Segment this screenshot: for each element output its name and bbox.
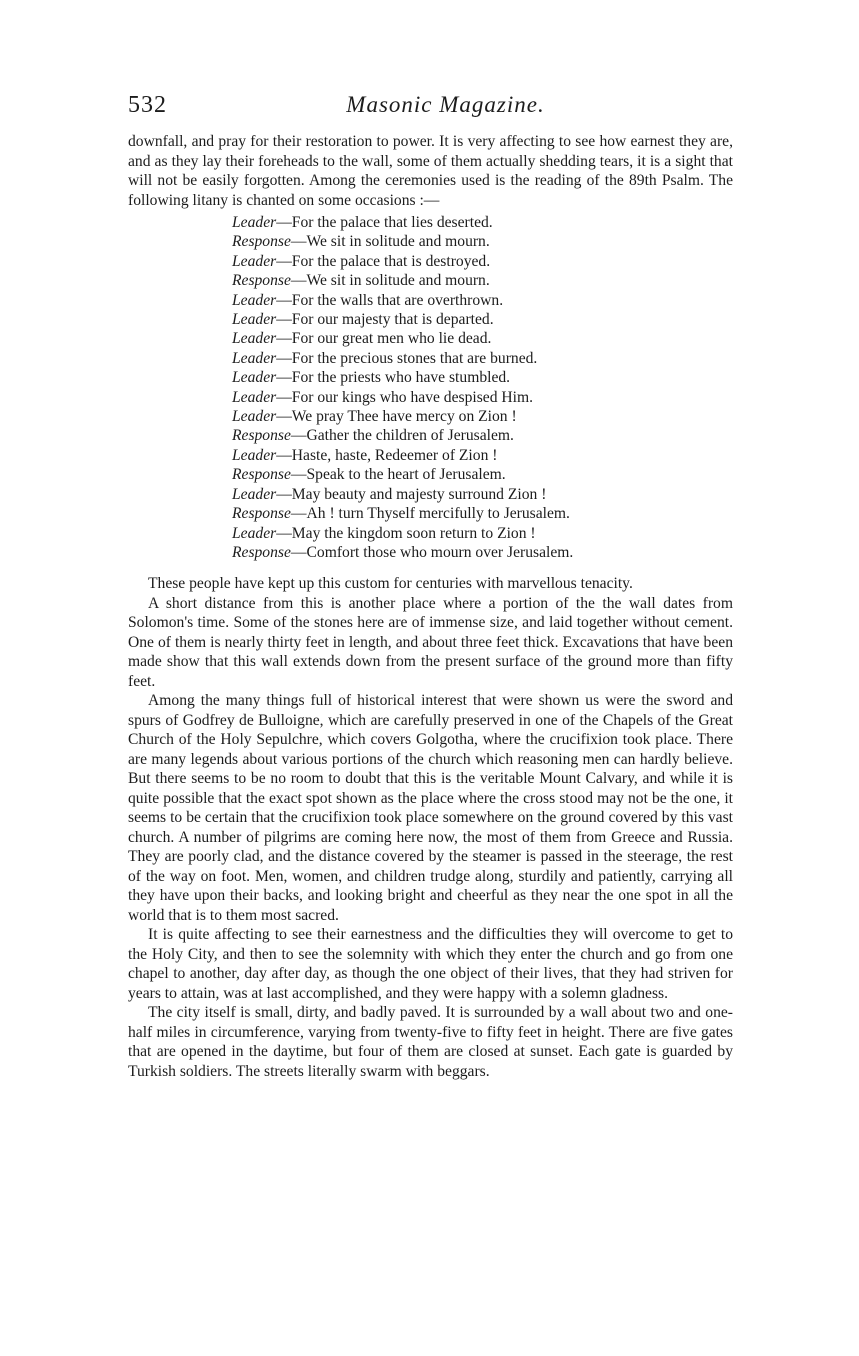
litany-line	[232, 349, 733, 368]
litany-text: —We sit in solitude and mourn.	[290, 272, 490, 290]
litany-speaker: Leader	[232, 388, 277, 406]
litany-speaker: Response	[232, 466, 291, 484]
litany-line	[232, 213, 733, 232]
body-paragraph-tenacity: These people have kept up this custom for centuries with marvellous tenacity.	[148, 575, 633, 593]
litany-speaker: Response	[232, 505, 291, 523]
litany-speaker: Leader	[232, 252, 277, 270]
litany-speaker: Leader	[232, 446, 277, 464]
intro-paragraph: downfall, and pray for their restoration to power. It is very affecting to see how earnest they are, and as they lay their foreheads to the wall, some of them actually shedding tears, it is a sight that will not be easily forgotten. Among the ceremonies used is the reading of the 89th Psalm. The following litany is chanted on some occasions :—	[128, 133, 733, 209]
litany-speaker: Response	[232, 427, 291, 445]
litany-line	[232, 310, 733, 329]
litany-speaker: Leader	[232, 330, 277, 348]
litany-text: —Comfort those who mourn over Jerusalem.	[290, 543, 574, 561]
litany-text: —For the palace that is destroyed.	[276, 252, 491, 270]
litany-text: —For our great men who lie dead.	[276, 330, 492, 348]
litany-line	[232, 252, 733, 271]
litany-speaker: Leader	[232, 524, 277, 542]
litany-text: —May beauty and majesty surround Zion !	[276, 485, 547, 503]
litany-speaker: Leader	[232, 408, 277, 426]
litany-speaker: Response	[232, 233, 291, 251]
litany-text: —We pray Thee have mercy on Zion !	[276, 408, 517, 426]
litany-speaker: Leader	[232, 214, 277, 231]
litany-line	[232, 504, 733, 523]
magazine-page	[128, 92, 733, 1081]
body-paragraph-sepulchre: Among the many things full of historical interest that were shown us were the sword and spurs of Godfrey de Bulloigne, which are carefully preserved in one of the Chapels of the Great Church of the Holy Sepulchre, which covers Golgotha, where the crucifixion took place. There are many legends about various portions of the church which reasoning men can hardly believe. But there seems to be no room to doubt that this is the veritable Mount Calvary, and while it is quite possible that the exact spot shown as the place where the cross stood may not be the one, it seems to be certain that the crucifixion took place somewhere on the ground covered by this vast church. A number of pilgrims are coming here now, the most of them from Greece and Russia. They are poorly clad, and the distance covered by the steamer is passed in the steerage, the rest of the way on foot. Men, women, and children trudge along, sturdily and patiently, carrying all they have upon their backs, and looking bright and cheerful as they near the one spot in all the world that is to them most sacred.	[128, 692, 733, 924]
litany-text: —Ah ! turn Thyself mercifully to Jerusalem.	[290, 505, 570, 523]
litany-text: —Haste, haste, Redeemer of Zion !	[276, 446, 498, 464]
litany-text: —Speak to the heart of Jerusalem.	[290, 466, 506, 484]
litany-line	[232, 271, 733, 290]
litany-text: —For the palace that lies deserted.	[276, 214, 493, 231]
litany-line	[232, 465, 733, 484]
litany-speaker: Leader	[232, 349, 277, 367]
litany-list	[232, 213, 733, 562]
litany-text: —We sit in solitude and mourn.	[290, 233, 490, 251]
litany-text: —May the kingdom soon return to Zion !	[276, 524, 536, 542]
litany-speaker: Leader	[232, 311, 277, 329]
body-paragraph-wall: A short distance from this is another place where a portion of the the wall dates from Solomon's time. Some of the stones here are of immense size, and laid together without cement. One of them is nearly thirty feet in length, and about three feet thick. Excavations that have been made show that this wall extends down from the present surface of the ground more than fifty feet.	[128, 594, 733, 690]
litany-line	[232, 446, 733, 465]
litany-text: —For our majesty that is departed.	[276, 311, 494, 329]
litany-text: —For the walls that are overthrown.	[276, 291, 504, 309]
litany-text: —For our kings who have despised Him.	[276, 388, 534, 406]
page-number: 532	[128, 92, 167, 118]
litany-line	[232, 407, 733, 426]
litany-speaker: Leader	[232, 369, 277, 387]
litany-speaker: Response	[232, 272, 291, 290]
litany-line	[232, 426, 733, 445]
body-paragraph-city: The city itself is small, dirty, and badly paved. It is surrounded by a wall about two and one-half miles in circumference, varying from twenty-five to fifty feet in height. There are five gates that are opened in the daytime, but four of them are closed at sunset. Each gate is guarded by Turkish soldiers. The streets literally swarm with beggars.	[128, 1004, 733, 1080]
litany-line	[232, 524, 733, 543]
litany-line	[232, 368, 733, 387]
litany-line	[232, 388, 733, 407]
litany-speaker: Leader	[232, 291, 277, 309]
litany-text: —For the precious stones that are burned.	[276, 349, 538, 367]
litany-line	[232, 485, 733, 504]
litany-text: —For the priests who have stumbled.	[276, 369, 511, 387]
litany-line	[232, 291, 733, 310]
page-header	[128, 92, 733, 132]
litany-text: —Gather the children of Jerusalem.	[290, 427, 514, 445]
litany-speaker: Response	[232, 543, 291, 561]
litany-line	[232, 329, 733, 348]
body-paragraph-pilgrims: It is quite affecting to see their earnestness and the difficulties they will overcome to get to the Holy City, and then to see the solemnity with which they enter the church and go from one chapel to another, day after day, as though the one object of their lives, that they had striven for years to attain, was at last accomplished, and they were happy with a solemn gladness.	[128, 926, 733, 1002]
litany-speaker: Leader	[232, 485, 277, 503]
running-title: Masonic Magazine.	[346, 92, 545, 117]
litany-line	[232, 232, 733, 251]
litany-line	[232, 543, 733, 562]
